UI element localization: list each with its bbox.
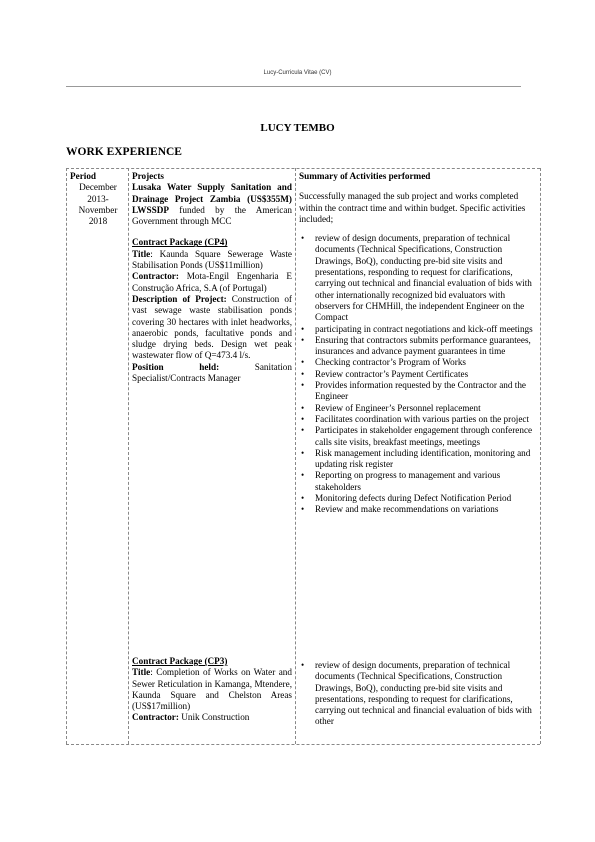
period-cell	[70, 171, 126, 227]
list-item: • Facilitates coordination with various parties on the project	[299, 414, 535, 425]
section-title: WORK EXPERIENCE	[66, 146, 182, 158]
cp4-contractor-label: Contractor:	[132, 271, 179, 282]
cp4-contractor: Mota-Engil Engenharia E Construção Africa, S.A (of Portugal)	[132, 271, 292, 293]
main-project-funding: funded by the American Government through MCC	[132, 204, 292, 227]
period-value: December 2013-November 2018	[78, 182, 118, 227]
list-item: • Reporting on progress to management and various stakeholders	[299, 470, 535, 493]
main-project-title: Lusaka Water Supply Sanitation and Drainage Project Zambia (US$355M) LWSSDP	[132, 182, 292, 215]
table-border-right	[540, 168, 541, 744]
summary-cp3-cell	[299, 660, 535, 728]
period-header: Period	[70, 171, 97, 181]
activities-list	[299, 233, 535, 515]
cp3-block	[132, 656, 292, 724]
summary-header: Summary of Activities performed	[299, 171, 431, 181]
cp4-block	[132, 237, 292, 384]
table-border-left	[66, 168, 67, 744]
projects-header: Projects	[132, 171, 164, 181]
cp4-heading: Contract Package (CP4)	[132, 237, 228, 248]
list-item: • review of design documents, preparation of technical documents (Technical Specifications, Construction Drawings, BoQ), conducting pre-bid site visits and presentations, responding to request for clarifications, carrying out technical and financial evaluation of bids with other internationally recognized bid evaluators with observers for CHMHill, the independent Engineer on the Compact	[299, 233, 535, 323]
table-divider-projects	[295, 168, 296, 744]
cp4-position-label: Position held:	[132, 361, 220, 372]
running-header: Lucy-Curricula Vitae (CV)	[263, 70, 332, 76]
cp4-title: : Kaunda Square Sewerage Waste Stabilisation Ponds (US$11million)	[132, 248, 292, 271]
summary-cell	[299, 171, 535, 516]
cp3-title-label: Title	[132, 667, 151, 678]
list-item: • Review and make recommendations on variations	[299, 504, 535, 515]
list-item: • Review contractor’s Payment Certificates	[299, 369, 535, 380]
cp3-contractor: Unik Construction	[178, 712, 250, 723]
cp3-contractor-label: Contractor:	[132, 712, 179, 723]
list-item: • Monitoring defects during Defect Notification Period	[299, 493, 535, 504]
cp4-title-label: Title	[132, 248, 151, 259]
person-name: LUCY TEMBO	[260, 122, 335, 134]
list-item: • Participates in stakeholder engagement through conference calls site visits, breakfast meetings, meetings	[299, 425, 535, 448]
table-border-bottom	[66, 744, 540, 745]
summary-intro: Successfully managed the sub project and works completed within the contract time and within budget. Specific activities included;	[299, 191, 526, 224]
list-item: • Ensuring that contractors submits performance guarantees, insurances and advance payment guarantees in time	[299, 335, 535, 358]
cp4-description: Construction of vast sewage waste stabilisation ponds covering 30 hectares with inlet headworks, anaerobic ponds, facultative ponds and sludge drying beds. Design wet peak wastewater flow of Q=473.4 l/s.	[132, 293, 292, 361]
list-item: • Checking contractor’s Program of Works	[299, 357, 535, 368]
list-item: • Review of Engineer’s Personnel replacement	[299, 403, 535, 414]
list-item: • Provides information requested by the Contractor and the Engineer	[299, 380, 535, 403]
cp3-heading: Contract Package (CP3)	[132, 656, 228, 666]
cp3-title: : Completion of Works on Water and Sewer Reticulation in Kamanga, Mtendere, Kaunda Square and Chelston Areas (US$17million)	[132, 667, 292, 712]
cp4-description-label: Description of Project:	[132, 293, 227, 304]
table-border-top	[66, 168, 540, 169]
projects-cell	[132, 171, 292, 384]
header-rule	[66, 86, 521, 87]
list-item: • review of design documents, preparation of technical documents (Technical Specifications, Construction Drawings, BoQ), conducting pre-bid site visits and presentations, responding to request for clarifications, carrying out technical and financial evaluation of bids with other	[299, 660, 535, 728]
list-item: • participating in contract negotiations and kick-off meetings	[299, 324, 535, 335]
main-project	[132, 182, 292, 227]
table-divider-period	[128, 168, 129, 744]
cp4-position: Sanitation Specialist/Contracts Manager	[132, 361, 292, 384]
activities-cp3-list	[299, 660, 535, 728]
work-experience-table	[66, 168, 540, 744]
list-item: • Risk management including identification, monitoring and updating risk register	[299, 448, 535, 471]
